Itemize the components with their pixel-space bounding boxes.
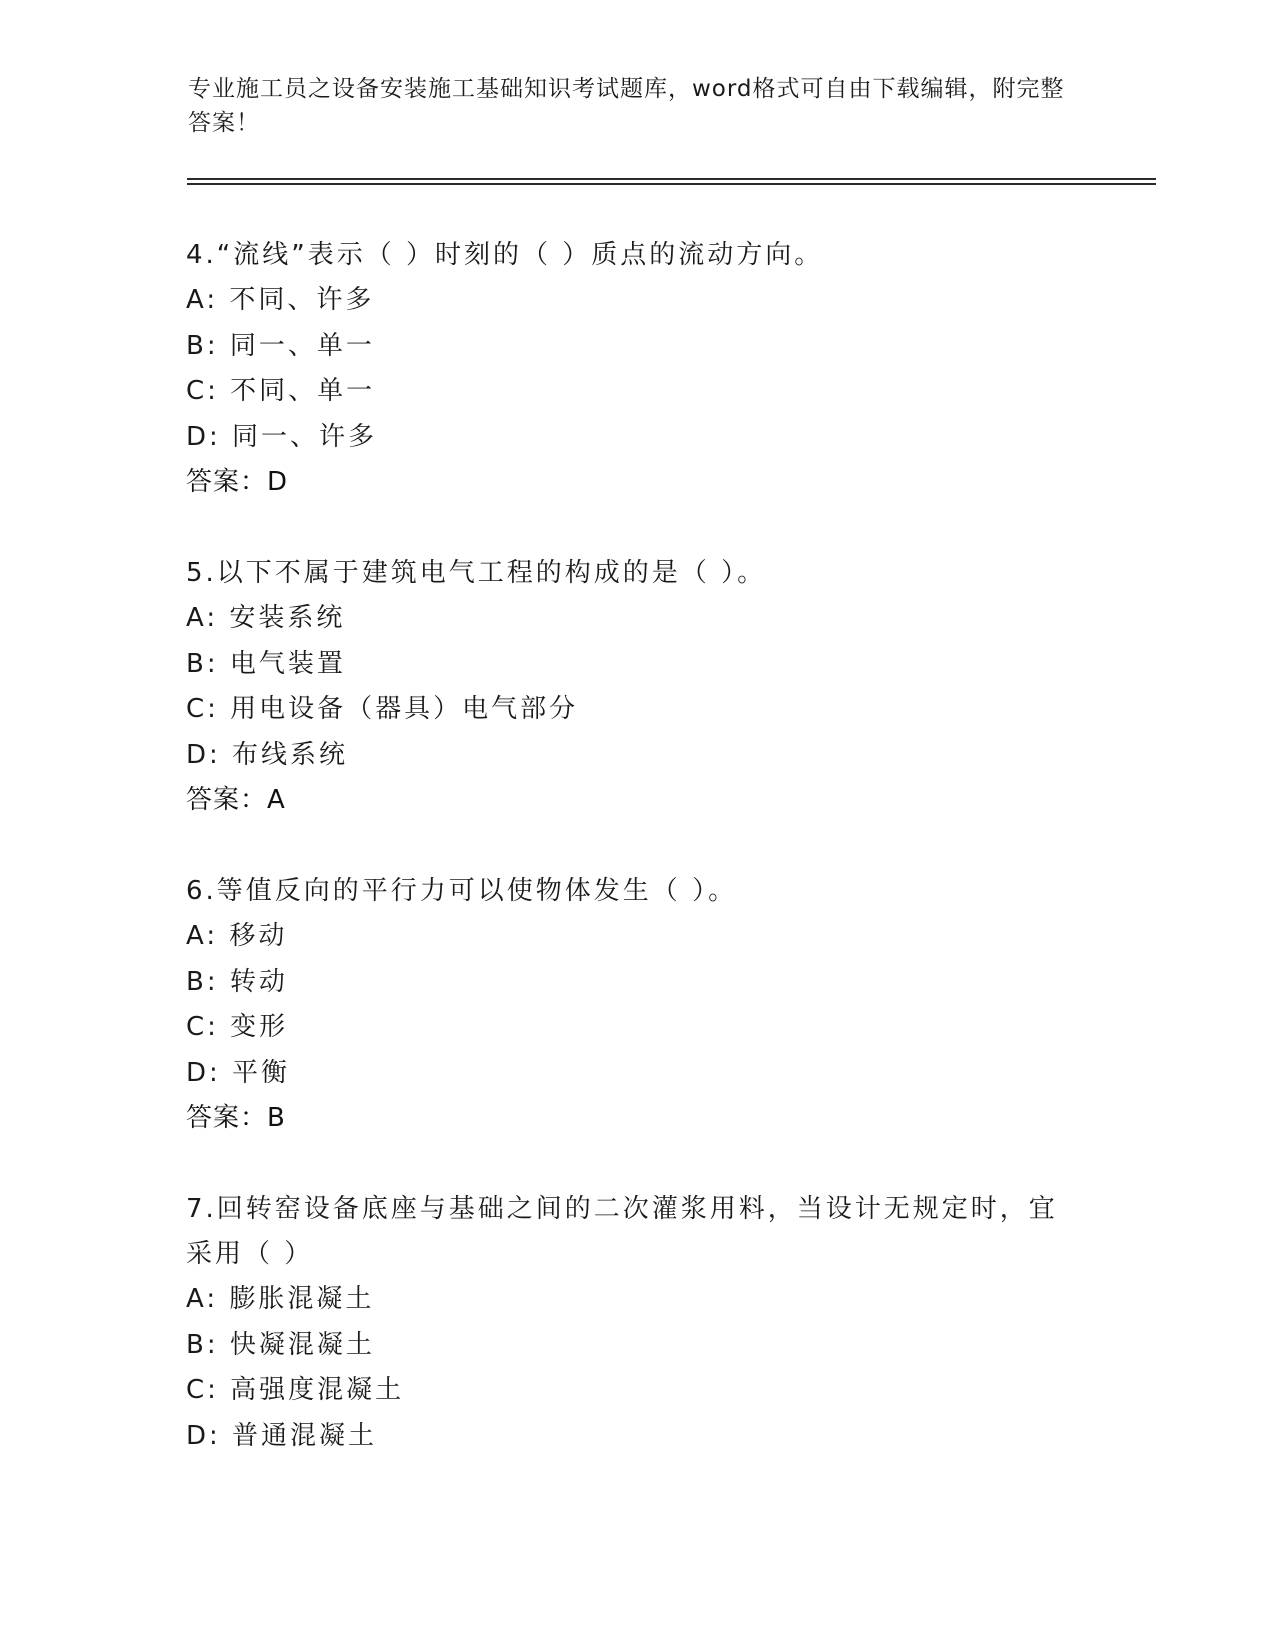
option-a: A: 安装系统: [186, 603, 346, 633]
option-a: A: 膨胀混凝土: [186, 1284, 375, 1314]
option-b: B: 电气装置: [186, 648, 346, 679]
question-stem: 7.回转窑设备底座与基础之间的二次灌浆用料，当设计无规定时，宜采用（ ）: [186, 1194, 1058, 1269]
question-4: [186, 233, 1086, 505]
option-c: C: 用电设备（器具）电气部分: [186, 694, 579, 724]
question-7: [186, 1187, 1086, 1459]
option-c: C: 不同、单一: [186, 376, 376, 406]
option-a: A: 移动: [186, 921, 288, 951]
option-a: A: 不同、许多: [186, 285, 375, 315]
question-list: [186, 233, 1086, 1505]
question-5: [186, 551, 1086, 823]
header-divider-bottom: [187, 183, 1156, 185]
option-c: C: 高强度混凝土: [186, 1375, 405, 1405]
question-stem: 5.以下不属于建筑电气工程的构成的是（ ）。: [186, 558, 767, 588]
question-6: [186, 869, 1086, 1141]
option-b: B: 同一、单一: [186, 330, 375, 361]
option-b: B: 转动: [186, 966, 288, 997]
header-divider-top: [187, 178, 1156, 180]
question-stem: 4.“流线”表示（ ）时刻的（ ）质点的流动方向。: [186, 240, 824, 270]
option-d: D: 普通混凝土: [186, 1420, 378, 1451]
question-stem: 6.等值反向的平行力可以使物体发生（ ）。: [186, 876, 738, 906]
answer: 答案：B: [186, 1103, 286, 1133]
option-d: D: 布线系统: [186, 739, 349, 770]
document-header: 专业施工员之设备安装施工基础知识考试题库，word格式可自由下载编辑，附完整答案！: [188, 76, 1065, 136]
answer: 答案：A: [186, 785, 286, 815]
answer: 答案：D: [186, 467, 289, 497]
option-c: C: 变形: [186, 1012, 289, 1042]
option-b: B: 快凝混凝土: [186, 1329, 375, 1360]
option-d: D: 同一、许多: [186, 421, 378, 452]
option-d: D: 平衡: [186, 1057, 291, 1088]
